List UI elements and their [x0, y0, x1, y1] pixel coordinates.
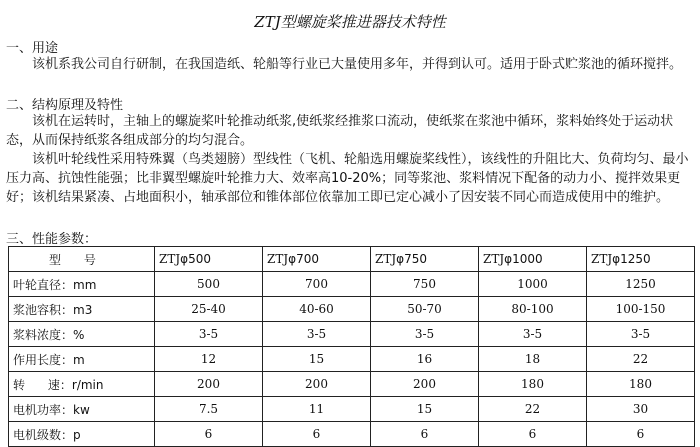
model-cell — [587, 247, 695, 272]
model-prefix: ZTJ — [267, 252, 289, 266]
row-label: 转 速： — [13, 377, 72, 392]
structure-paragraph-1 — [6, 112, 694, 150]
value-cell: 700 — [263, 272, 371, 297]
value-cell: 1000 — [479, 272, 587, 297]
value-cell: 22 — [479, 397, 587, 422]
model-prefix: ZTJ — [483, 252, 505, 266]
value-cell: 18 — [479, 347, 587, 372]
value-cell: 3-5 — [587, 322, 695, 347]
value-cell: 80-100 — [479, 297, 587, 322]
row-unit: r/min — [71, 377, 104, 392]
spec-table — [8, 246, 695, 447]
value-cell: 3-5 — [155, 322, 263, 347]
row-unit: % — [73, 327, 85, 342]
structure-paragraph-1-part-a: 该机在运转时，主轴上的螺旋桨叶轮推动纸浆 — [32, 114, 293, 129]
row-label-cell — [9, 422, 155, 447]
model-suffix: φ500 — [180, 252, 211, 266]
value-cell: 1250 — [587, 272, 695, 297]
row-label: 电机功率： — [13, 402, 74, 417]
row-unit: mm — [73, 277, 97, 292]
model-suffix: φ1000 — [504, 252, 543, 266]
structure-paragraph-2-part-a: 该机叶轮线性采用特殊翼（鸟类翅膀）型线性（飞机、轮船选用螺旋桨线性），该线性的升阻比大、负荷均匀、最小压力高、抗蚀性能强；比非翼型螺旋叶轮推力大、效率高 — [6, 152, 689, 186]
model-suffix: φ750 — [396, 252, 427, 266]
table-row — [9, 372, 695, 397]
row-label: 电机级数： — [13, 427, 74, 442]
value-cell: 6 — [371, 422, 479, 447]
model-suffix: φ1250 — [612, 252, 651, 266]
model-cell — [263, 247, 371, 272]
value-cell: 50-70 — [371, 297, 479, 322]
value-cell: 200 — [371, 372, 479, 397]
row-label: 叶轮直径： — [13, 277, 74, 292]
table-row — [9, 397, 695, 422]
value-cell: 500 — [155, 272, 263, 297]
value-cell: 180 — [479, 372, 587, 397]
model-prefix: ZTJ — [591, 252, 613, 266]
table-header-row — [9, 247, 695, 272]
row-unit: m — [73, 352, 85, 367]
table-row — [9, 422, 695, 447]
value-cell: 750 — [371, 272, 479, 297]
document-title: ZTJ型螺旋桨推进器技术特性 — [254, 13, 446, 31]
structure-paragraph-2-part-b: 10-20%；同等浆池、浆料情况下配备的动力小、搅拌效果更好；该机结果紧凑、占地面积小，轴承部位和锥体部位依靠加工即已定心减小了因安装不同心而造成使用中的维护。 — [6, 171, 681, 205]
usage-paragraph: 该机系我公司自行研制，在我国造纸、轮船等行业已大量使用多年，并得到认可。适用于卧式贮浆池的循环搅拌。 — [32, 57, 683, 72]
value-cell: 200 — [155, 372, 263, 397]
section-heading-parameters: 三、性能参数： — [6, 232, 98, 247]
structure-paragraph-2 — [6, 150, 694, 207]
table-row — [9, 272, 695, 297]
value-cell: 3-5 — [263, 322, 371, 347]
value-cell: 180 — [587, 372, 695, 397]
value-cell: 7.5 — [155, 397, 263, 422]
value-cell: 11 — [263, 397, 371, 422]
model-cell — [155, 247, 263, 272]
row-unit: kw — [73, 402, 90, 417]
value-cell: 12 — [155, 347, 263, 372]
model-prefix: ZTJ — [375, 252, 397, 266]
value-cell: 6 — [587, 422, 695, 447]
value-cell: 200 — [263, 372, 371, 397]
value-cell: 3-5 — [371, 322, 479, 347]
table-row — [9, 297, 695, 322]
structure-paragraph-1-part-b: ,使纸浆经推浆口流动，使纸浆在浆池中循环，浆料始终处于运动状态，从而保持纸浆各组成部分的均匀混合。 — [6, 114, 674, 148]
value-cell: 15 — [263, 347, 371, 372]
value-cell: 16 — [371, 347, 479, 372]
model-cell — [371, 247, 479, 272]
row-unit: p — [73, 427, 81, 442]
row-label: 作用长度： — [13, 352, 74, 367]
row-label-cell — [9, 297, 155, 322]
value-cell: 6 — [479, 422, 587, 447]
section-heading-usage: 一、用途 — [6, 41, 59, 56]
value-cell: 40-60 — [263, 297, 371, 322]
row-label-cell — [9, 372, 155, 397]
value-cell: 3-5 — [479, 322, 587, 347]
model-cell — [479, 247, 587, 272]
row-unit: m3 — [73, 302, 93, 317]
value-cell: 15 — [371, 397, 479, 422]
row-label-cell — [9, 272, 155, 297]
value-cell: 100-150 — [587, 297, 695, 322]
row-label-cell — [9, 322, 155, 347]
table-row — [9, 322, 695, 347]
value-cell: 6 — [263, 422, 371, 447]
table-row — [9, 347, 695, 372]
value-cell: 6 — [155, 422, 263, 447]
row-label-cell — [9, 397, 155, 422]
value-cell: 30 — [587, 397, 695, 422]
model-label-cell: 型 号 — [9, 247, 155, 272]
row-label: 浆池容积： — [13, 302, 74, 317]
row-label: 浆料浓度： — [13, 327, 74, 342]
value-cell: 22 — [587, 347, 695, 372]
model-prefix: ZTJ — [159, 252, 181, 266]
value-cell: 25-40 — [155, 297, 263, 322]
section-heading-structure: 二、结构原理及特性 — [6, 98, 124, 113]
row-label-cell — [9, 347, 155, 372]
model-suffix: φ700 — [288, 252, 319, 266]
